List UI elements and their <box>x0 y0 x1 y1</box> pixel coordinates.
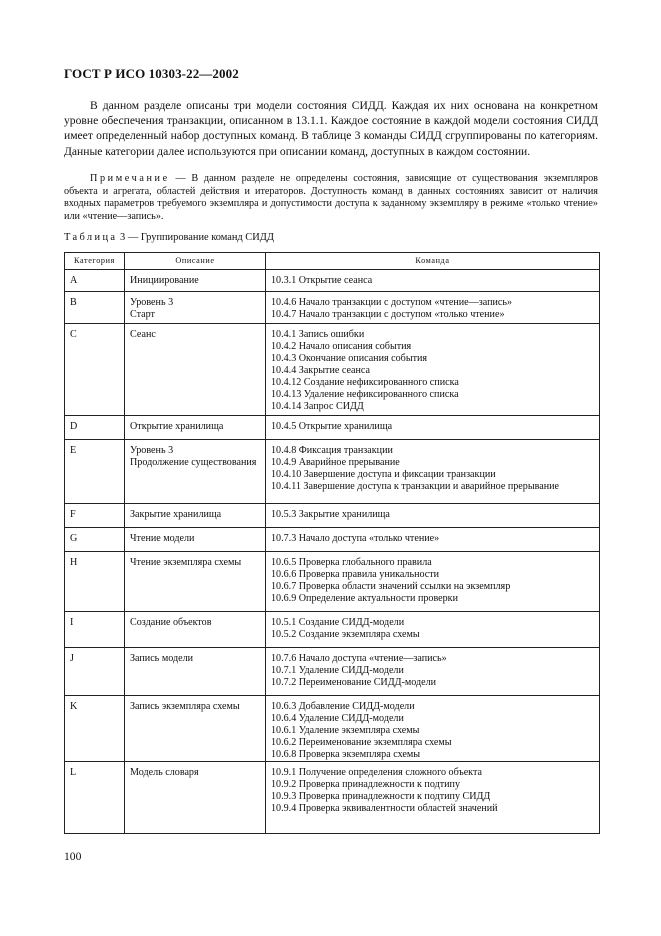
command-groups-table <box>64 252 600 834</box>
cell-category: F <box>65 504 125 528</box>
table-row <box>65 504 600 528</box>
intro-paragraph: В данном разделе описаны три модели состояния СИДД. Каждая их них основана на конкретном уровне обеспечения транзакции, описанном в 13.1.1. Каждое состояние в каждой модели состояния СИДД имеет определенный набор доступных команд. В таблице 3 команды СИДД сгруппированы по категориям. Данные категории далее используются при описании команд, доступных в каждом состоянии. <box>64 99 598 158</box>
column-header-command: Команда <box>266 253 600 270</box>
command-item: 10.4.13 Удаление нефиксированного списка <box>271 389 459 400</box>
cell-commands <box>266 292 600 324</box>
cell-category: L <box>65 762 125 834</box>
command-item: 10.4.4 Закрытие сеанса <box>271 365 371 376</box>
command-item: 10.4.12 Создание нефиксированного списка <box>271 377 459 388</box>
cell-commands <box>266 440 600 504</box>
note-text: — В данном разделе не определены состояния, зависящие от существования экземпляров объекта и агрегата, областей действия и итераторов. Доступность команд в данных состояниях зависит от наличия входных параметров требуемого экземпляра и допустимости доступа к заданному экземпляру в режиме «только чтение» или «чтение—запись». <box>64 173 598 222</box>
cell-description <box>125 324 266 416</box>
description-line: Сеанс <box>130 329 156 340</box>
cell-description <box>125 552 266 612</box>
command-item: 10.6.1 Удаление экземпляра схемы <box>271 725 420 736</box>
cell-commands <box>266 324 600 416</box>
cell-category: H <box>65 552 125 612</box>
table-row <box>65 270 600 292</box>
column-header-description: Описание <box>125 253 266 270</box>
table-header-row <box>65 253 600 270</box>
cell-category: C <box>65 324 125 416</box>
table-row <box>65 528 600 552</box>
table-row <box>65 292 600 324</box>
cell-commands <box>266 696 600 762</box>
note-label: Примечание <box>90 173 170 184</box>
cell-commands <box>266 552 600 612</box>
description-line: Уровень 3 <box>130 445 174 456</box>
cell-category: G <box>65 528 125 552</box>
cell-commands <box>266 612 600 648</box>
description-line: Чтение экземпляра схемы <box>130 557 242 568</box>
command-item: 10.3.1 Открытие сеанса <box>271 275 373 286</box>
cell-commands <box>266 528 600 552</box>
command-item: 10.4.5 Открытие хранилища <box>271 421 393 432</box>
command-item: 10.7.1 Удаление СИДД-модели <box>271 665 404 676</box>
command-item: 10.6.5 Проверка глобального правила <box>271 557 432 568</box>
cell-commands <box>266 504 600 528</box>
cell-category: I <box>65 612 125 648</box>
cell-description <box>125 762 266 834</box>
command-item: 10.4.8 Фиксация транзакции <box>271 445 393 456</box>
table-row <box>65 696 600 762</box>
description-line: Запись модели <box>130 653 194 664</box>
cell-description <box>125 648 266 696</box>
table-row <box>65 324 600 416</box>
command-item: 10.5.2 Создание экземпляра схемы <box>271 629 420 640</box>
description-line: Инициирование <box>130 275 199 286</box>
command-item: 10.4.1 Запись ошибки <box>271 329 365 340</box>
description-line: Чтение модели <box>130 533 195 544</box>
command-item: 10.4.14 Запрос СИДД <box>271 401 364 412</box>
command-item: 10.6.2 Переименование экземпляра схемы <box>271 737 452 748</box>
cell-description <box>125 528 266 552</box>
table-caption <box>64 232 274 243</box>
description-line: Продолжение существования <box>130 457 257 468</box>
command-item: 10.7.6 Начало доступа «чтение—запись» <box>271 653 447 664</box>
cell-commands <box>266 270 600 292</box>
cell-category: E <box>65 440 125 504</box>
command-item: 10.5.3 Закрытие хранилища <box>271 509 390 520</box>
table-caption-text: 3 — Группирование команд СИДД <box>117 232 274 243</box>
command-item: 10.9.2 Проверка принадлежности к подтипу <box>271 779 460 790</box>
cell-description <box>125 270 266 292</box>
command-item: 10.6.6 Проверка правила уникальности <box>271 569 440 580</box>
command-item: 10.6.4 Удаление СИДД-модели <box>271 713 404 724</box>
command-item: 10.4.9 Аварийное прерывание <box>271 457 400 468</box>
command-item: 10.4.7 Начало транзакции с доступом «только чтение» <box>271 309 505 320</box>
table-row <box>65 416 600 440</box>
column-header-category: Категория <box>65 253 125 270</box>
command-item: 10.6.8 Проверка экземпляра схемы <box>271 749 421 760</box>
description-line: Модель словаря <box>130 767 199 778</box>
note-paragraph <box>64 173 598 223</box>
description-line: Запись экземпляра схемы <box>130 701 240 712</box>
command-item: 10.4.2 Начало описания события <box>271 341 412 352</box>
table-row <box>65 648 600 696</box>
cell-description <box>125 612 266 648</box>
command-item: 10.4.11 Завершение доступа к транзакции и аварийное прерывание <box>271 481 559 492</box>
command-item: 10.4.10 Завершение доступа и фиксации транзакции <box>271 469 496 480</box>
table-row <box>65 440 600 504</box>
cell-description <box>125 504 266 528</box>
command-item: 10.9.3 Проверка принадлежности к подтипу СИДД <box>271 791 491 802</box>
command-item: 10.6.9 Определение актуальности проверки <box>271 593 458 604</box>
description-line: Создание объектов <box>130 617 212 628</box>
table-body <box>65 270 600 834</box>
cell-description <box>125 440 266 504</box>
command-item: 10.4.3 Окончание описания события <box>271 353 428 364</box>
table-row <box>65 612 600 648</box>
cell-category: K <box>65 696 125 762</box>
command-item: 10.6.3 Добавление СИДД-модели <box>271 701 415 712</box>
cell-description <box>125 416 266 440</box>
cell-category: J <box>65 648 125 696</box>
description-line: Открытие хранилища <box>130 421 224 432</box>
command-item: 10.6.7 Проверка области значений ссылки на экземпляр <box>271 581 511 592</box>
cell-category: D <box>65 416 125 440</box>
description-line: Уровень 3 <box>130 297 174 308</box>
cell-commands <box>266 762 600 834</box>
command-item: 10.7.2 Переименование СИДД-модели <box>271 677 437 688</box>
cell-category: A <box>65 270 125 292</box>
command-item: 10.9.4 Проверка эквивалентности областей значений <box>271 803 498 814</box>
command-item: 10.4.6 Начало транзакции с доступом «чтение—запись» <box>271 297 513 308</box>
command-item: 10.5.1 Создание СИДД-модели <box>271 617 405 628</box>
table-caption-label: Таблица <box>64 232 118 243</box>
table-row <box>65 552 600 612</box>
table-row <box>65 762 600 834</box>
cell-commands <box>266 648 600 696</box>
page-number: 100 <box>64 850 82 863</box>
document-header: ГОСТ Р ИСО 10303-22—2002 <box>64 66 239 81</box>
cell-category: B <box>65 292 125 324</box>
cell-commands <box>266 416 600 440</box>
description-line: Старт <box>130 309 155 320</box>
command-item: 10.9.1 Получение определения сложного объекта <box>271 767 482 778</box>
description-line: Закрытие хранилища <box>130 509 222 520</box>
cell-description <box>125 696 266 762</box>
command-item: 10.7.3 Начало доступа «только чтение» <box>271 533 440 544</box>
cell-description <box>125 292 266 324</box>
